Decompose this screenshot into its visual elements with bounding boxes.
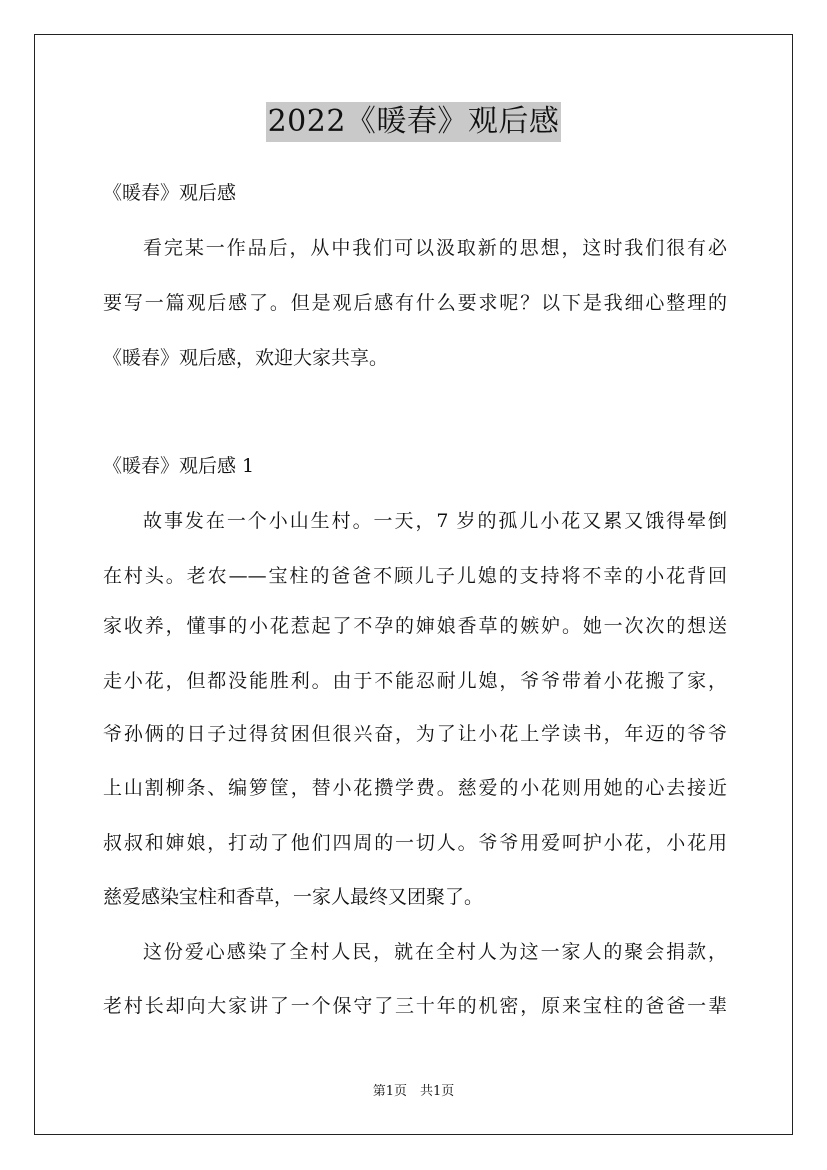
subtitle: 《暖春》观后感 xyxy=(103,182,237,204)
paragraph-line: 爷孙俩的日子过得贫困但很兴奋，为了让小花上学读书，年迈的爷爷 xyxy=(103,723,727,745)
intro-line: 看完某一作品后，从中我们可以汲取新的思想，这时我们很有必 xyxy=(143,237,727,259)
paragraph-line: 慈爱感染宝柱和香草，一家人最终又团聚了。 xyxy=(103,886,484,908)
paragraph-line: 叔叔和婶娘，打动了他们四周的一切人。爷爷用爱呵护小花，小花用 xyxy=(103,832,727,854)
paragraph-line: 家收养，懂事的小花惹起了不孕的婶娘香草的嫉妒。她一次次的想送 xyxy=(103,615,727,637)
paragraph-line: 这份爱心感染了全村人民，就在全村人为这一家人的聚会捐款， xyxy=(143,941,727,963)
intro-line: 要写一篇观后感了。但是观后感有什么要求呢？以下是我细心整理的 xyxy=(103,292,727,314)
paragraph-line: 在村头。老农——宝柱的爸爸不顾儿子儿媳的支持将不幸的小花背回 xyxy=(103,565,727,587)
intro-line: 《暖春》观后感，欢迎大家共享。 xyxy=(103,347,389,369)
page-footer: 第1页 共1页 xyxy=(372,1084,455,1099)
title-container xyxy=(0,102,827,142)
section-heading: 《暖春》观后感 1 xyxy=(103,455,255,477)
paragraph-line: 故事发在一个小山生村。一天，7 岁的孤儿小花又累又饿得晕倒 xyxy=(143,510,727,532)
paragraph-line: 老村长却向大家讲了一个保守了三十年的机密，原来宝柱的爸爸一辈 xyxy=(103,995,727,1017)
paragraph-line: 上山割柳条、编箩筐，替小花攒学费。慈爱的小花则用她的心去接近 xyxy=(103,777,727,799)
paragraph-line: 走小花，但都没能胜利。由于不能忍耐儿媳，爷爷带着小花搬了家， xyxy=(103,670,727,692)
document-title: 2022《暖春》观后感 xyxy=(266,102,562,142)
